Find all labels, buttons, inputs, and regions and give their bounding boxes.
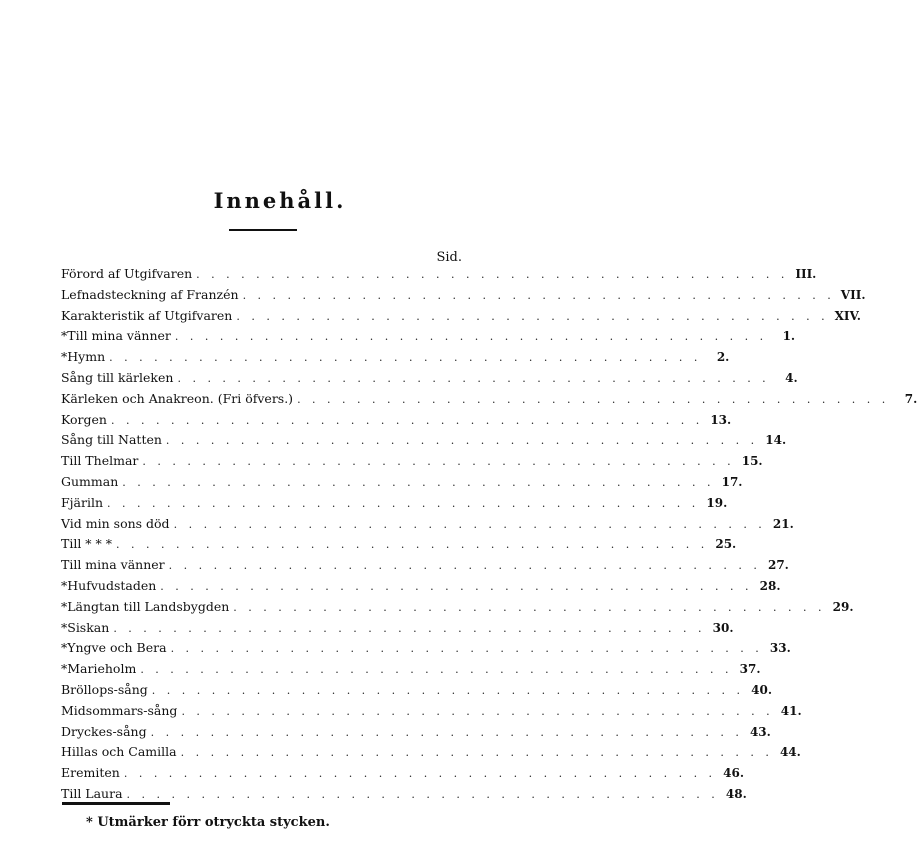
toc-entry-title: Till * * * <box>61 536 113 552</box>
toc-entry-title: Sång till Natten <box>61 432 162 448</box>
toc-entry-title: *Siskan <box>61 619 110 635</box>
toc-entry-title: Hillas och Camilla <box>61 744 177 760</box>
toc-entry-page: 14. <box>765 433 787 448</box>
toc-entry-title: Fjäriln <box>61 494 104 510</box>
toc-entry-page: 43. <box>749 724 771 739</box>
dot-leader: . . . . . . . . . . . . . . . . . . . . . . . . . . . . . . . . . . . . . . . . <box>196 268 789 281</box>
table-of-contents <box>61 264 917 805</box>
toc-entry-page: 29. <box>832 599 854 614</box>
toc-entry <box>61 285 866 306</box>
dot-leader: . . . . . . . . . . . . . . . . . . . . . . . . . . . . . . . . . . . . . . . . <box>150 725 743 739</box>
dot-leader: . . . . . . . . . . . . . . . . . . . . . . . . . . . . . . . . . . . . . . . . <box>233 600 826 614</box>
toc-entry <box>61 722 771 743</box>
dot-leader: . . . . . . . . . . . . . . . . . . . . . . . . . . . . . . . . . . . . . . . . <box>181 704 774 718</box>
toc-entry <box>61 451 763 472</box>
toc-entry-title: *Hufvudstaden <box>61 577 157 593</box>
toc-entry-title: Gumman <box>61 473 119 489</box>
toc-entry <box>61 576 781 597</box>
toc-entry-page: 48. <box>725 786 747 801</box>
toc-entry-title: Lefnadsteckning af Franzén <box>61 286 239 302</box>
dot-leader: . . . . . . . . . . . . . . . . . . . . . . . . . . . . . . . . . . . . . . . . <box>107 496 700 510</box>
toc-entry-title: Vid min sons död <box>61 515 170 531</box>
dot-leader: . . . . . . . . . . . . . . . . . . . . . . . . . . . . . . . . . . . . . . . . <box>168 559 761 573</box>
toc-entry-page: 25. <box>715 537 737 552</box>
toc-entry-page: 40. <box>751 682 773 697</box>
toc-entry <box>61 389 917 410</box>
dot-leader: . . . . . . . . . . . . . . . . . . . . . . . . . . . . . . . . . . . . . . . . <box>123 767 717 781</box>
toc-entry-page: 7. <box>904 391 917 406</box>
toc-entry-page: 15. <box>741 454 763 469</box>
toc-entry-page: 41. <box>780 703 802 718</box>
page-column-header: Sid. <box>436 250 462 265</box>
dot-leader: . . . . . . . . . . . . . . . . . . . . . . . . . . . . . . . . . . . . . . . . <box>160 579 753 593</box>
toc-entry <box>61 514 794 535</box>
toc-entry-title: Midsommars-sång <box>61 702 178 718</box>
toc-entry-page: 28. <box>759 578 781 593</box>
title-divider <box>229 229 297 231</box>
toc-entry <box>61 701 802 722</box>
toc-entry <box>61 410 732 431</box>
toc-entry-title: Kärleken och Anakreon. (Fri öfvers.) <box>61 390 294 406</box>
toc-entry <box>61 368 798 389</box>
toc-entry <box>61 742 801 763</box>
toc-entry-page: 37. <box>739 662 761 677</box>
toc-entry <box>61 597 854 618</box>
dot-leader: . . . . . . . . . . . . . . . . . . . . . . . . . . . . . . . . . . . . . . . . <box>113 621 706 635</box>
toc-entry-page: 4. <box>785 370 798 385</box>
toc-entry-title: Karakteristik af Utgifvaren <box>61 307 233 323</box>
toc-entry-title: Förord af Utgifvaren <box>61 266 193 281</box>
toc-entry-title: Korgen <box>61 411 107 427</box>
toc-entry <box>61 306 861 327</box>
toc-entry-title: *Längtan till Landsbygden <box>61 598 230 614</box>
toc-entry-page: 30. <box>712 620 734 635</box>
dot-leader: . . . . . . . . . . . . . . . . . . . . . . . . . . . . . . . . . . . . . . . . <box>242 288 835 302</box>
toc-entry-page: 46. <box>723 766 745 781</box>
toc-entry <box>61 347 730 368</box>
toc-entry-title: *Till mina vänner <box>61 328 171 344</box>
toc-entry-title: *Hymn <box>61 349 106 365</box>
dot-leader: . . . . . . . . . . . . . . . . . . . . . . . . . . . . . . . . . . . . . . . . <box>236 309 829 323</box>
dot-leader: . . . . . . . . . . . . . . . . . . . . . . . . . . . . . . . . . . . . . . . . <box>174 330 768 344</box>
page-title: Innehåll. <box>213 188 347 213</box>
toc-entry <box>61 638 791 659</box>
toc-entry <box>61 430 787 451</box>
toc-entry <box>61 659 761 680</box>
toc-entry <box>61 326 796 347</box>
dot-leader: . . . . . . . . . . . . . . . . . . . . . . . . . . . . . . . . . . . . . . . . <box>177 371 770 385</box>
footnote-divider <box>62 802 170 805</box>
dot-leader: . . . . . . . . . . . . . . . . . . . . . . . . . . . . . . . . . . . . . . . . <box>110 413 704 427</box>
dot-leader: . . . . . . . . . . . . . . . . . . . . . . . . . . . . . . . . . . . . . . . . <box>151 683 745 697</box>
toc-entry-page: 17. <box>721 474 743 489</box>
dot-leader: . . . . . . . . . . . . . . . . . . . . . . . . . . . . . . . . . . . . . . . . <box>173 517 766 531</box>
toc-entry-page: 2. <box>716 350 730 365</box>
toc-entry-page: 27. <box>767 558 789 573</box>
toc-entry-title: *Yngve och Bera <box>61 640 167 656</box>
dot-leader: . . . . . . . . . . . . . . . . . . . . . . . . . . . . . . . . . . . . . . . . <box>165 434 759 448</box>
dot-leader: . . . . . . . . . . . . . . . . . . . . . . . . . . . . . . . . . . . . . . . . <box>140 663 733 677</box>
toc-entry <box>61 763 745 784</box>
toc-entry-title: Dryckes-sång <box>61 723 147 739</box>
toc-entry-page: 19. <box>706 495 728 510</box>
toc-entry-page: III. <box>795 267 817 281</box>
dot-leader: . . . . . . . . . . . . . . . . . . . . . . . . . . . . . . . . . . . . . . . . <box>116 538 709 552</box>
toc-entry-title: Bröllops-sång <box>61 681 148 697</box>
toc-entry-page: 13. <box>710 412 732 427</box>
toc-entry-page: VII. <box>840 287 866 302</box>
dot-leader: . . . . . . . . . . . . . . . . . . . . . . . . . . . . . . . . . . . . . . . . <box>109 351 702 365</box>
toc-entry <box>61 493 728 514</box>
toc-entry <box>61 472 743 493</box>
dot-leader: . . . . . . . . . . . . . . . . . . . . . . . . . . . . . . . . . . . . . . . . <box>297 392 890 406</box>
toc-entry-page: 21. <box>772 516 794 531</box>
dot-leader: . . . . . . . . . . . . . . . . . . . . . . . . . . . . . . . . . . . . . . . . <box>170 642 763 656</box>
toc-entry <box>61 264 817 285</box>
toc-entry-title: Till Laura <box>61 785 123 801</box>
toc-entry <box>61 680 773 701</box>
toc-entry-title: Till mina vänner <box>61 557 165 573</box>
toc-entry-page: 44. <box>779 745 801 760</box>
toc-entry <box>61 534 737 555</box>
dot-leader: . . . . . . . . . . . . . . . . . . . . . . . . . . . . . . . . . . . . . . . . <box>142 455 735 469</box>
dot-leader: . . . . . . . . . . . . . . . . . . . . . . . . . . . . . . . . . . . . . . . . <box>180 746 773 760</box>
toc-entry-page: 33. <box>769 641 791 656</box>
toc-entry-title: *Marieholm <box>61 661 137 677</box>
toc-entry-title: Till Thelmar <box>61 453 139 469</box>
toc-entry-page: XIV. <box>834 308 861 323</box>
toc-entry-page: 1. <box>782 329 796 344</box>
dot-leader: . . . . . . . . . . . . . . . . . . . . . . . . . . . . . . . . . . . . . . . . <box>126 787 719 801</box>
toc-entry <box>61 618 734 639</box>
toc-entry <box>61 555 789 576</box>
dot-leader: . . . . . . . . . . . . . . . . . . . . . . . . . . . . . . . . . . . . . . . . <box>122 475 715 489</box>
toc-entry-title: Eremiten <box>61 765 120 781</box>
toc-entry-title: Sång till kärleken <box>61 369 174 385</box>
footnote: * Utmärker förr otryckta stycken. <box>86 815 330 830</box>
